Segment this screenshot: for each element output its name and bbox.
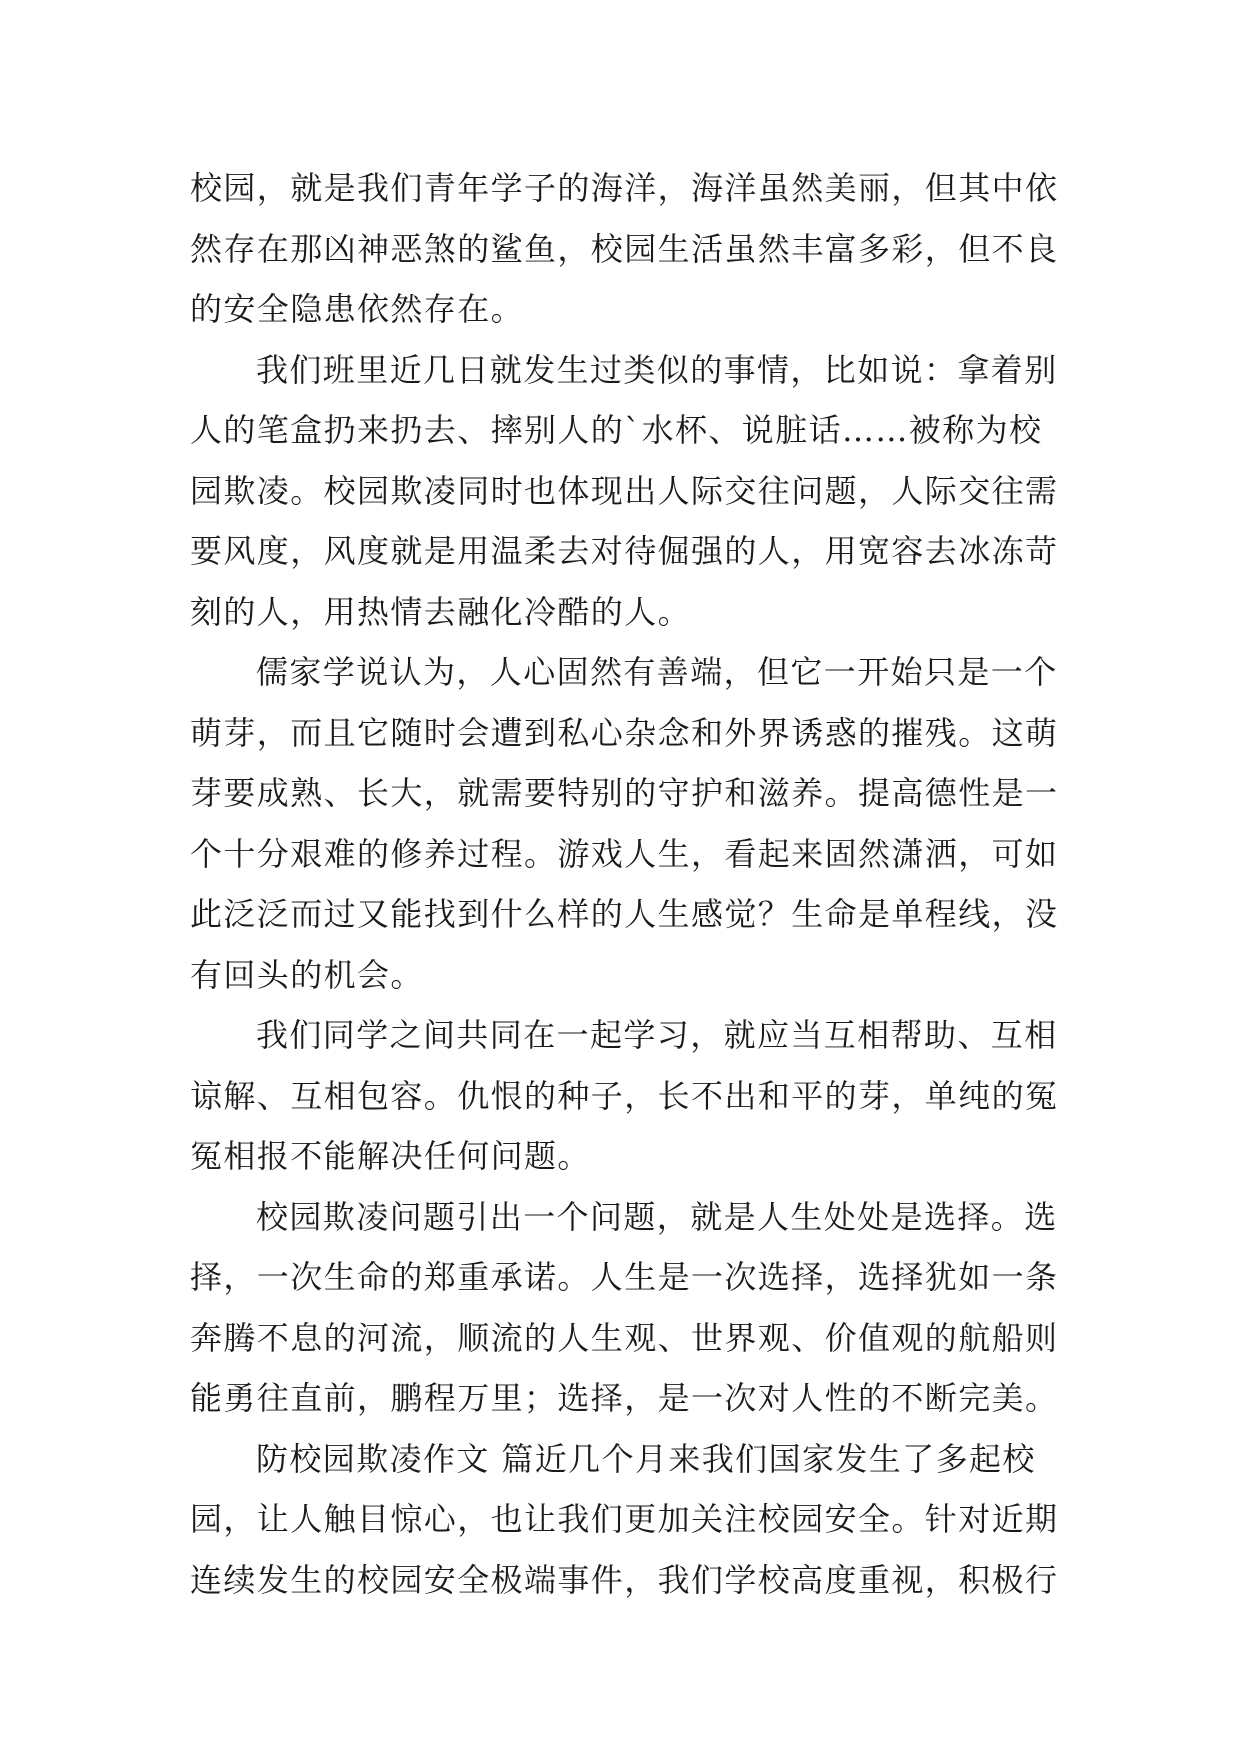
text-line: 能勇往直前，鹏程万里；选择，是一次对人性的不断完美。 (190, 1379, 1059, 1417)
text-line: 儒家学说认为，人心固然有善端，但它一开始只是一个 (256, 653, 1058, 691)
text-line: 连续发生的校园安全极端事件，我们学校高度重视，积极行 (190, 1560, 1059, 1599)
paragraph-1 (190, 158, 1059, 340)
text-line: 园，让人触目惊心，也让我们更加关注校园安全。针对近期 (190, 1500, 1059, 1538)
paragraph-5 (190, 1187, 1059, 1429)
text-line: 校园，就是我们青年学子的海洋，海洋虽然美丽，但其中依 (190, 169, 1059, 207)
text-line: 我们同学之间共同在一起学习，就应当互相帮助、互相 (256, 1016, 1058, 1054)
paragraph-2 (190, 340, 1059, 643)
text-line: 要风度，风度就是用温柔去对待倔强的人，用宽容去冰冻苛 (190, 532, 1059, 570)
text-line: 的安全隐患依然存在。 (190, 290, 525, 328)
text-line: 刻的人，用热情去融化冷酷的人。 (190, 592, 692, 631)
text-line: 冤相报不能解决任何问题。 (190, 1137, 591, 1175)
text-line: 防校园欺凌作文 篇近几个月来我们国家发生了多起校 (256, 1439, 1036, 1478)
text-line: 然存在那凶神恶煞的鲨鱼，校园生活虽然丰富多彩，但不良 (190, 229, 1059, 268)
text-line: 择，一次生命的郑重承诺。人生是一次选择，选择犹如一条 (190, 1258, 1059, 1296)
text-line: 园欺凌。校园欺凌同时也体现出人际交往问题，人际交往需 (190, 471, 1059, 510)
text-line: 个十分艰难的修养过程。游戏人生，看起来固然潇洒，可如 (190, 834, 1059, 873)
text-line: 人的笔盒扔来扔去、摔别人的`水杯、说脏话……被称为校 (190, 411, 1043, 449)
document-body (190, 158, 1059, 1610)
text-line: 萌芽，而且它随时会遭到私心杂念和外界诱惑的摧残。这萌 (190, 713, 1059, 752)
text-line: 校园欺凌问题引出一个问题，就是人生处处是选择。选 (256, 1197, 1058, 1236)
text-line: 我们班里近几日就发生过类似的事情，比如说：拿着别 (256, 350, 1058, 389)
text-line: 芽要成熟、长大，就需要特别的守护和滋养。提高德性是一 (190, 774, 1059, 812)
paragraph-4 (190, 1005, 1059, 1187)
text-line: 奔腾不息的河流，顺流的人生观、世界观、价值观的航船则 (190, 1318, 1059, 1357)
text-line: 谅解、互相包容。仇恨的种子，长不出和平的芽，单纯的冤 (190, 1076, 1059, 1115)
paragraph-3 (190, 642, 1059, 1005)
paragraph-6 (190, 1429, 1059, 1611)
text-line: 有回头的机会。 (190, 955, 424, 994)
text-line: 此泛泛而过又能找到什么样的人生感觉？生命是单程线，没 (190, 895, 1059, 933)
